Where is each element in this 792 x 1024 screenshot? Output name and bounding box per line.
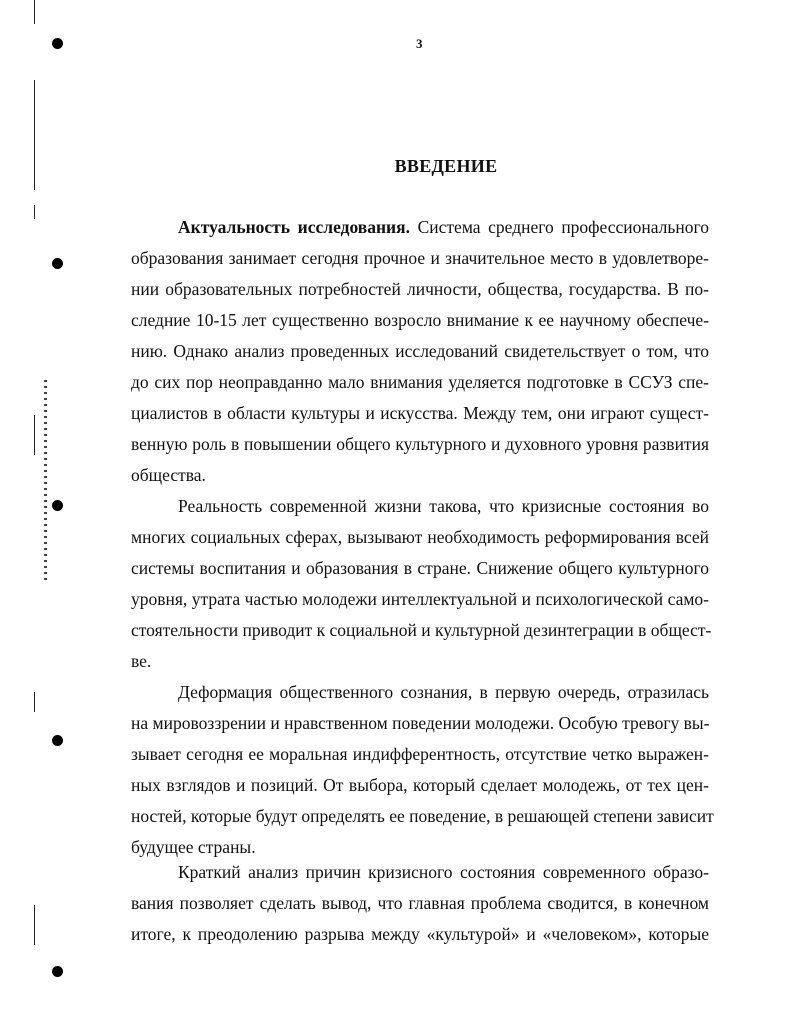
section-heading: ВВЕДЕНИЕ [394,156,498,176]
text-line: стоятельности приводит к социальной и культурной дезинтеграции в общест- [131,620,712,640]
scan-edge-line [34,0,35,24]
text-line: венную роль в повышении общего культурного и духовного уровня развития [131,434,709,454]
text-line: вания позволяет сделать вывод, что главная проблема сводится, в конечном [131,893,709,913]
text-line: будущее страны. [131,837,256,857]
text-line: уровня, утрата частью молодежи интеллектуальной и психологической само- [131,589,709,609]
punch-hole-mark [52,258,63,269]
page-number: 3 [416,36,423,51]
text-line: ных взглядов и позиций. От выбора, который сделает молодежь, от тех цен- [131,775,709,795]
text-line: циалистов в области культуры и искусства. Между тем, они играют сущест- [131,403,709,423]
text-line-content: Система среднего профессионального [417,217,709,237]
punch-hole-mark [52,38,63,49]
text-line: системы воспитания и образования в стране. Снижение общего культурного [131,558,709,578]
punch-hole-mark [52,966,63,977]
scan-edge-line [34,415,35,455]
text-line [131,212,709,242]
text-line: Деформация общественного сознания, в первую очередь, отразилась [178,682,709,702]
text-line: следние 10-15 лет существенно возросло внимание к ее научному обеспече- [131,310,709,330]
text-line: нию. Однако анализ проведенных исследований свидетельствует о том, что [131,341,709,361]
text-line: Краткий анализ причин кризисного состояния современного образо- [178,862,709,882]
punch-hole-mark [52,500,63,511]
text-line: Реальность современной жизни такова, что кризисные состояния во [178,496,709,516]
text-line: многих социальных сферах, вызывают необходимость реформирования всей [131,527,709,547]
paragraph-lead: Актуальность исследования. [178,217,410,237]
text-line: образования занимает сегодня прочное и значительное место в удовлетворе- [131,248,709,268]
text-line: итоге, к преодолению разрыва между «культурой» и «человеком», которые [131,924,709,944]
text-line: нии образовательных потребностей личности, общества, государства. В по- [131,279,709,299]
text-line: на мировоззрении и нравственном поведении молодежи. Особую тревогу вы- [131,713,710,733]
scan-edge-line [34,205,35,219]
text-line: общества. [131,465,206,485]
scan-edge-line [34,905,35,945]
scan-edge-dots [44,380,47,580]
punch-hole-mark [52,735,63,746]
scan-edge-line [34,692,35,712]
text-line: до сих пор неоправданно мало внимания уделяется подготовке в ССУЗ спе- [131,372,709,392]
text-line: ностей, которые будут определять ее поведение, в решающей степени зависит [131,806,714,826]
text-line: зывает сегодня ее моральная индифферентность, отсутствие четко выражен- [131,744,709,764]
text-line: ве. [131,651,152,671]
